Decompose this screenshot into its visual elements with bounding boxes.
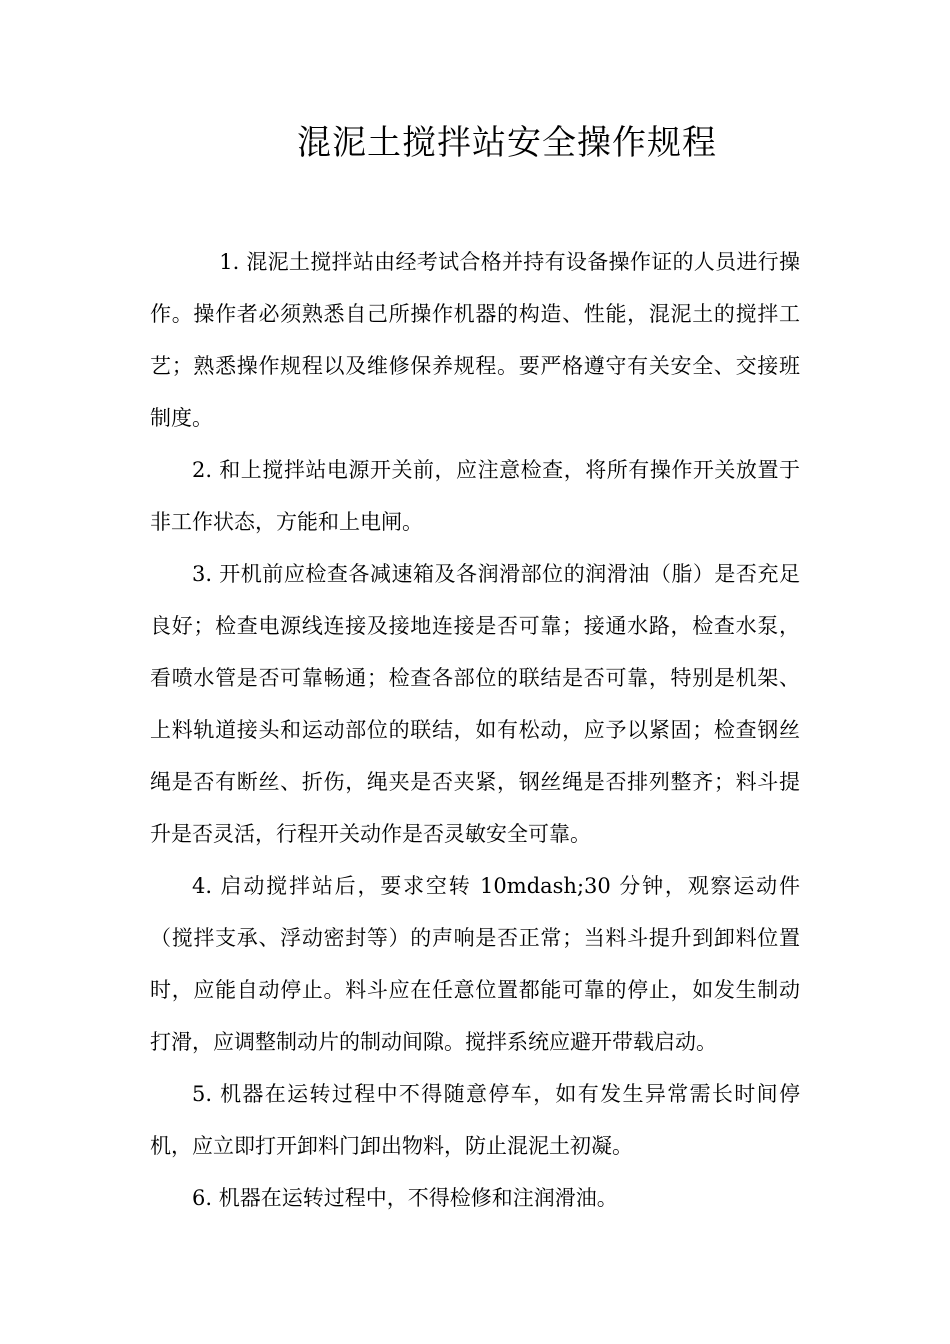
paragraph-6: 6. 机器在运转过程中，不得检修和注润滑油。 [192, 1186, 618, 1210]
paragraph-4: 4. 启动搅拌站后，要求空转 10mdash;30 分钟，观察运动件（搅拌支承、浮动密封等）的声响是否正常；当料斗提升到卸料位置时，应能自动停止。料斗应在任意位置都能可靠的停止，如发生制动打滑，应调整制动片的制动间隙。搅拌系统应避开带载启动。 [150, 874, 800, 1054]
paragraph-1: 1. 混泥土搅拌站由经考试合格并持有设备操作证的人员进行操作。操作者必须熟悉自己所操作机器的构造、性能，混泥土的搅拌工艺；熟悉操作规程以及维修保养规程。要严格遵守有关安全、交接班制度。 [150, 250, 800, 430]
document-title: 混泥土搅拌站安全操作规程 [297, 123, 717, 163]
paragraph-5: 5. 机器在运转过程中不得随意停车，如有发生异常需长时间停机，应立即打开卸料门卸出物料，防止混泥土初凝。 [150, 1082, 800, 1158]
paragraph-2: 2. 和上搅拌站电源开关前，应注意检查，将所有操作开关放置于非工作状态，方能和上电闸。 [150, 458, 800, 534]
paragraph-3: 3. 开机前应检查各减速箱及各润滑部位的润滑油（脂）是否充足良好；检查电源线连接及接地连接是否可靠；接通水路，检查水泵，看喷水管是否可靠畅通；检查各部位的联结是否可靠，特别是机架、上料轨道接头和运动部位的联结，如有松动，应予以紧固；检查钢丝绳是否有断丝、折伤，绳夹是否夹紧，钢丝绳是否排列整齐；料斗提升是否灵活，行程开关动作是否灵敏安全可靠。 [150, 562, 800, 846]
document-body [150, 236, 800, 1224]
